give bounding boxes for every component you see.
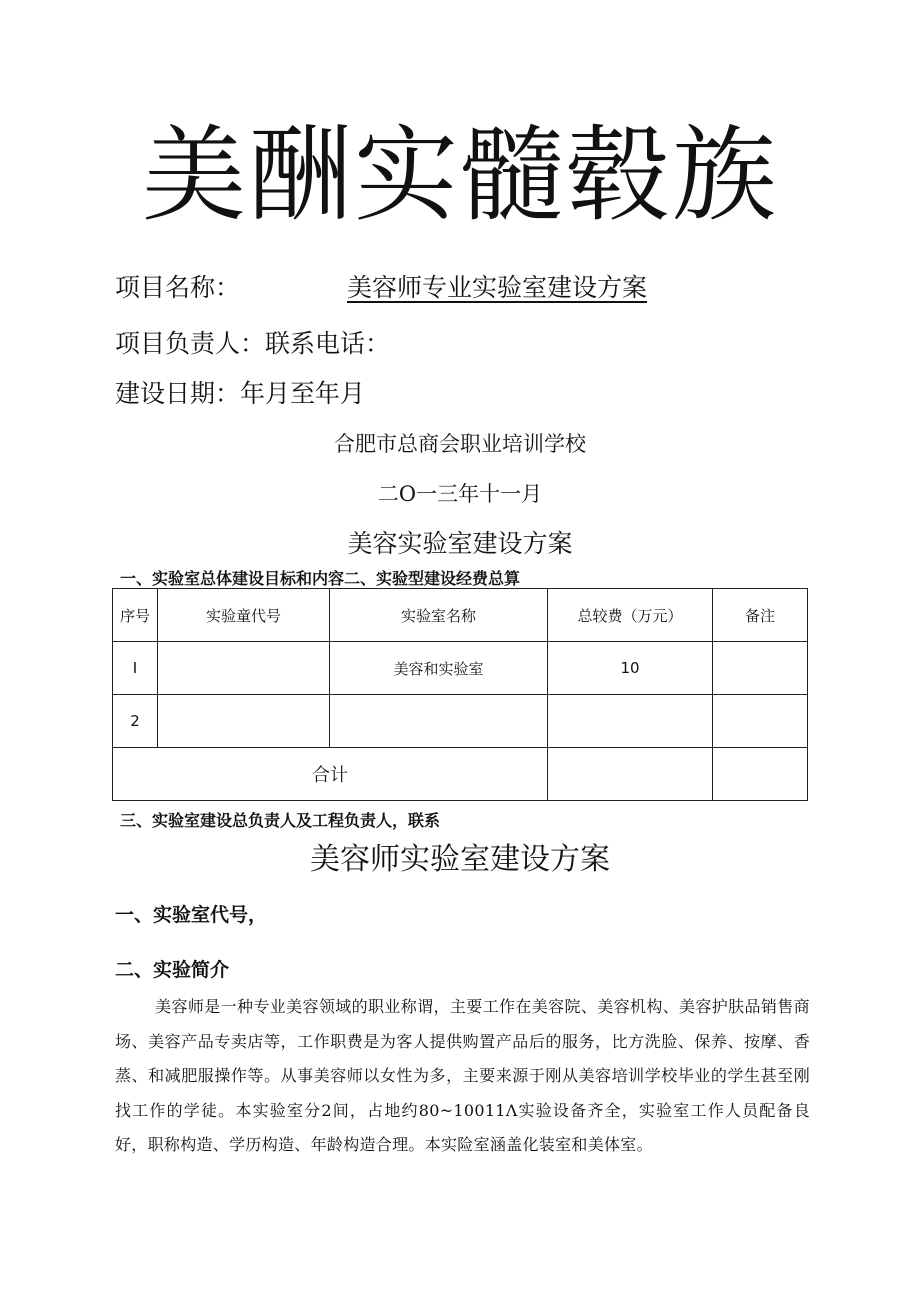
row2-index: 2: [113, 695, 158, 748]
header-cell-name: 实验室名称: [330, 589, 548, 642]
issue-date: 二O一三年十一月: [377, 482, 543, 506]
section3-heading: 三、实验室建设总负责人及工程负责人，联系: [120, 811, 441, 830]
total-label: 合计: [113, 748, 548, 801]
budget-table: [112, 588, 808, 801]
row2-code: [158, 695, 330, 748]
header-cell-cost: 总较费（万元）: [548, 589, 713, 642]
header-cell-remark: 备注: [713, 589, 808, 642]
date-line: 建设日期：年月至年月: [115, 379, 366, 408]
table-header-row: [113, 589, 808, 642]
leader-line: 项目负责人：联系电话：: [115, 329, 391, 358]
row1-remark: [713, 642, 808, 695]
header-cell-code: 实验童代号: [158, 589, 330, 642]
project-name-label: 项目名称：: [115, 273, 241, 302]
table-row: [113, 695, 808, 748]
row1-index: I: [113, 642, 158, 695]
project-name-line: [115, 268, 240, 304]
row1-code: [158, 642, 330, 695]
total-remark: [713, 748, 808, 801]
header-cell-index: 序号: [113, 589, 158, 642]
row2-remark: [713, 695, 808, 748]
project-name-value: 美容师专业实验室建设方案: [347, 273, 648, 302]
table-total-row: [113, 748, 808, 801]
organization: 合肥市总商会职业培训学校: [334, 432, 586, 456]
row1-name: 美容和实验室: [330, 642, 548, 695]
intro-paragraph: [115, 990, 810, 1163]
item1-heading: 一、实验室代号，: [115, 904, 268, 926]
cover-title: 美酬实髓毂族: [141, 114, 778, 236]
table-row: [113, 642, 808, 695]
section1-heading: 一、实验室总体建设目标和内容二、实验型建设经费总算: [120, 569, 521, 588]
intro-paragraph-text: 美容师是一种专业美容领域的职业称谓，主要工作在美容院、美容机构、美容护肤品销售商场、美容产品专卖店等，工作职费是为客人提供购置产品后的服务，比方洗脸、保养、按摩、香蒸、和减肥服操作等。从事美容师以女性为多，主要来源于刚从美容培训学校毕业的学生甚至刚找工作的学徒。本实验室分2间，占地约80~10011Λ实验设备齐全，实验室工作人员配备良好，职称构造、学历构造、年龄构造合理。本实险室涵盖化装室和美体室。: [115, 997, 810, 1154]
section1-title: 美容实验室建设方案: [347, 529, 573, 558]
item2-heading: 二、实验简介: [115, 959, 230, 981]
row2-name: [330, 695, 548, 748]
row1-cost: 10: [548, 642, 713, 695]
main-title: 美容师实验室建设方案: [310, 842, 610, 877]
row2-cost: [548, 695, 713, 748]
project-name-value-wrap: [347, 268, 647, 304]
total-cost: [548, 748, 713, 801]
